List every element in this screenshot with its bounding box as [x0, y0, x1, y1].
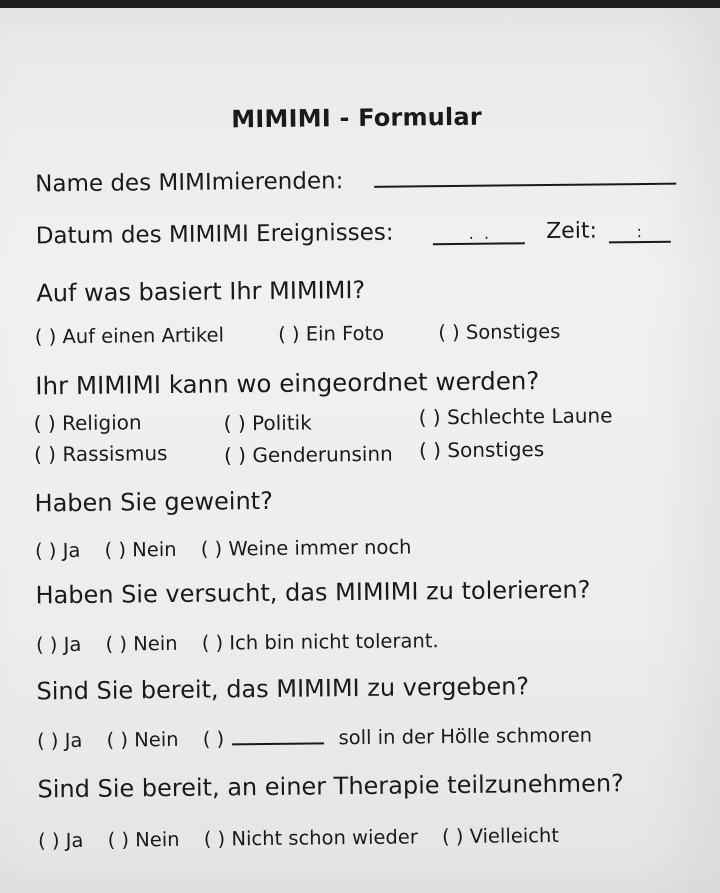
question-5-options: [37, 724, 592, 753]
question-6-options: [38, 824, 559, 852]
option-weine[interactable]: ( ) Weine immer noch: [200, 535, 412, 561]
name-row: [35, 164, 703, 197]
option-ja-5[interactable]: ( ) Ja: [36, 728, 83, 753]
paper-sheet: [0, 8, 720, 893]
option-blank[interactable]: ( ): [202, 727, 225, 751]
zeit-field[interactable]: :: [608, 222, 670, 244]
question-4-options: [36, 629, 439, 656]
option-nein-5[interactable]: ( ) Nein: [106, 727, 179, 752]
blank-name-field[interactable]: [232, 742, 324, 745]
datum-field[interactable]: . .: [433, 223, 525, 245]
zeit-label: Zeit:: [546, 218, 598, 245]
datum-label: Datum des MIMIMI Ereignisses:: [35, 219, 394, 250]
form-content: [0, 4, 720, 893]
option-nicht-tolerant[interactable]: ( ) Ich bin nicht tolerant.: [201, 629, 439, 655]
question-4: Haben Sie versucht, das MIMIMI zu tolerieren?: [35, 575, 591, 610]
option-nein-6[interactable]: ( ) Nein: [107, 827, 180, 852]
name-field[interactable]: [375, 183, 677, 188]
option-nein-4[interactable]: ( ) Nein: [105, 631, 178, 656]
option-ja-3[interactable]: ( ) Ja: [34, 538, 81, 563]
option-ja-6[interactable]: ( ) Ja: [37, 828, 84, 853]
question-3-options: [35, 535, 412, 562]
option-religion[interactable]: ( ) Religion: [33, 410, 142, 436]
option-artikel[interactable]: ( ) Auf einen Artikel: [34, 323, 225, 349]
option-politik[interactable]: ( ) Politik: [223, 410, 312, 436]
datum-row: [36, 216, 704, 249]
option-hoelle: soll in der Hölle schmoren: [338, 723, 593, 750]
name-label: Name des MIMImierenden:: [35, 168, 344, 198]
question-1: Auf was basiert Ihr MIMIMI?: [36, 275, 366, 308]
option-foto[interactable]: ( ) Ein Foto: [278, 321, 385, 346]
question-5: Sind Sie bereit, das MIMIMI zu vergeben?: [36, 672, 530, 706]
option-schlechte-laune[interactable]: ( ) Schlechte Laune: [418, 403, 613, 430]
option-sonstiges-1[interactable]: ( ) Sonstiges: [438, 319, 561, 345]
question-3: Haben Sie geweint?: [34, 486, 274, 518]
question-2: Ihr MIMIMI kann wo eingeordnet werden?: [35, 366, 540, 401]
option-nicht-schon-wieder[interactable]: ( ) Nicht schon wieder: [203, 825, 418, 851]
question-6: Sind Sie bereit, an einer Therapie teilzunehmen?: [37, 769, 624, 804]
option-rassismus[interactable]: ( ) Rassismus: [33, 441, 168, 467]
option-sonstiges-2[interactable]: ( ) Sonstiges: [418, 437, 545, 463]
option-ja-4[interactable]: ( ) Ja: [35, 632, 82, 657]
question-1-options: [35, 320, 561, 349]
option-vielleicht[interactable]: ( ) Vielleicht: [441, 823, 560, 849]
option-genderunsinn[interactable]: ( ) Genderunsinn: [223, 441, 393, 468]
option-nein-3[interactable]: ( ) Nein: [104, 537, 177, 562]
form-title: MIMIMI - Formular: [231, 102, 482, 134]
